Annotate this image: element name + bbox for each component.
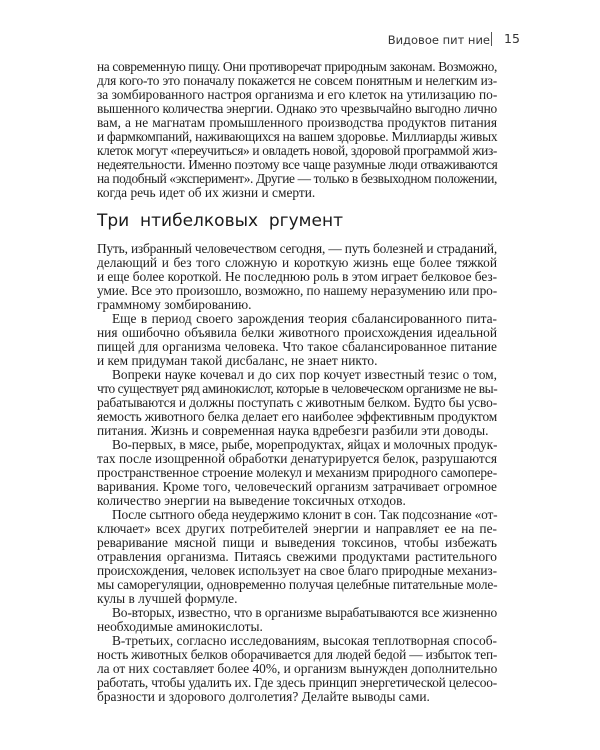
text-line: и фармкомпаний, наживающихся на вашем здоровье. Миллиарды живых (97, 129, 498, 144)
text-line: клеток могут «переучиться» и овладеть новой, здоровой программой жиз- (97, 143, 497, 158)
text-line: Во-вторых, известно, что в организме вырабатываются все жизненно (112, 605, 498, 620)
running-header (0, 31, 600, 49)
text-line: когда речь идет об их жизни и смерти. (97, 185, 316, 200)
text-line: Путь, избранный человечеством сегодня, — путь болезней и страданий, (97, 241, 497, 256)
text-line: питания. Жизнь и современная наука вдребезги разбили эти доводы. (97, 423, 489, 438)
section-heading: Три нтибелковых ргумент (97, 211, 343, 231)
text-line: происхождения, человек использует на свое благо природные механиз- (97, 563, 497, 578)
text-line: мы саморегуляции, одновременно получая целебные питательные моле- (97, 577, 498, 592)
text-line: В-третьих, согласно исследованиям, высокая теплотворная способ- (112, 633, 497, 648)
text-line: за зомбированного настроя организма и его клеток на утилизацию по- (97, 87, 498, 102)
text-line: и еще более короткой. Не последнюю роль в этом играет белковое без- (97, 269, 497, 284)
text-line: пищей для организма человека. Что такое сбалансированное питание (97, 339, 497, 354)
header-divider (491, 32, 492, 46)
text-line: работать, чтобы удалить их. Где здесь принцип энергетической целесоо- (97, 675, 498, 690)
text-line: для кого-то это поначалу покажется не совсем понятным и нелегким из- (97, 73, 497, 88)
text-line: делающий и без того сложную и короткую жизнь еще более тяжкой (97, 255, 497, 270)
running-title: Видовое пит ние (387, 33, 490, 47)
text-line: яемость животного белка делает его наиболее эффективным продуктом (97, 409, 498, 424)
text-line: ключает» всех других потребителей энергии и направляет ее на пе- (97, 521, 497, 536)
text-line: пространственное строение молекул и механизм природного самопере- (97, 465, 498, 480)
section-body (97, 242, 497, 704)
text-line: Вопреки науке кочевал и до сих пор кочует известный тезис о том, (112, 367, 497, 382)
text-line: рабатываются и должны поступать с животным белком. Будто бы усво- (97, 395, 498, 410)
text-line: ла от них составляет более 40%, и организм вынужден дополнительно (97, 661, 498, 676)
text-line: вышенного количества энергии. Однако это чрезвычайно выгодно лично (97, 101, 497, 116)
text-line: на подобный «эксперимент». Другие — только в безвыходном положении, (97, 171, 497, 186)
text-line: необходимые аминокислоты. (97, 619, 263, 634)
text-line: бразности и здорового долголетия? Делайте выводы сами. (97, 689, 430, 704)
text-line: Во-первых, в мясе, рыбе, морепродуктах, яйцах и молочных продук- (112, 437, 498, 452)
text-line: умие. Все это произошло, возможно, по нашему неразумению или про- (97, 283, 498, 298)
text-line: Еще в период своего зарождения теория сбалансированного пита- (112, 311, 497, 326)
text-line: ность животных белков оборачивается для людей бедой — избыток теп- (97, 647, 498, 662)
text-line: варивания. Кроме того, человеческий организм затрачивает огромное (97, 479, 497, 494)
text-line: граммному зомбированию. (97, 297, 252, 312)
text-line: тах после изощренной обработки денатурируется белок, разрушаются (97, 451, 497, 466)
text-line: что существует ряд аминокислот, которые в человеческом организме не вы- (97, 381, 498, 396)
text-line: отравления организма. Питаясь свежими продуктами растительного (97, 549, 497, 564)
text-line: и кем придуман такой дисбаланс, не знает никто. (97, 353, 378, 368)
text-line: ния ошибочно объявила белки животного происхождения идеальной (97, 325, 497, 340)
text-line: реваривание мясной пищи и выведения токсинов, чтобы избежать (97, 535, 497, 550)
text-line: После сытного обеда неудержимо клонит в сон. Так подсознание «от- (112, 507, 498, 522)
intro-paragraph (97, 60, 497, 200)
text-line: недеятельности. Именно поэтому все чаще разумные люди отваживаются (97, 157, 498, 172)
text-line: количество энергии на выведение токсичных отходов. (97, 493, 406, 508)
text-line: вам, а не магнатам промышленного производства продуктов питания (97, 115, 497, 130)
text-line: на современную пищу. Они противоречат природным законам. Возможно, (97, 59, 497, 74)
text-line: кулы в лучшей формуле. (97, 591, 238, 606)
page-number: 15 (504, 31, 520, 46)
